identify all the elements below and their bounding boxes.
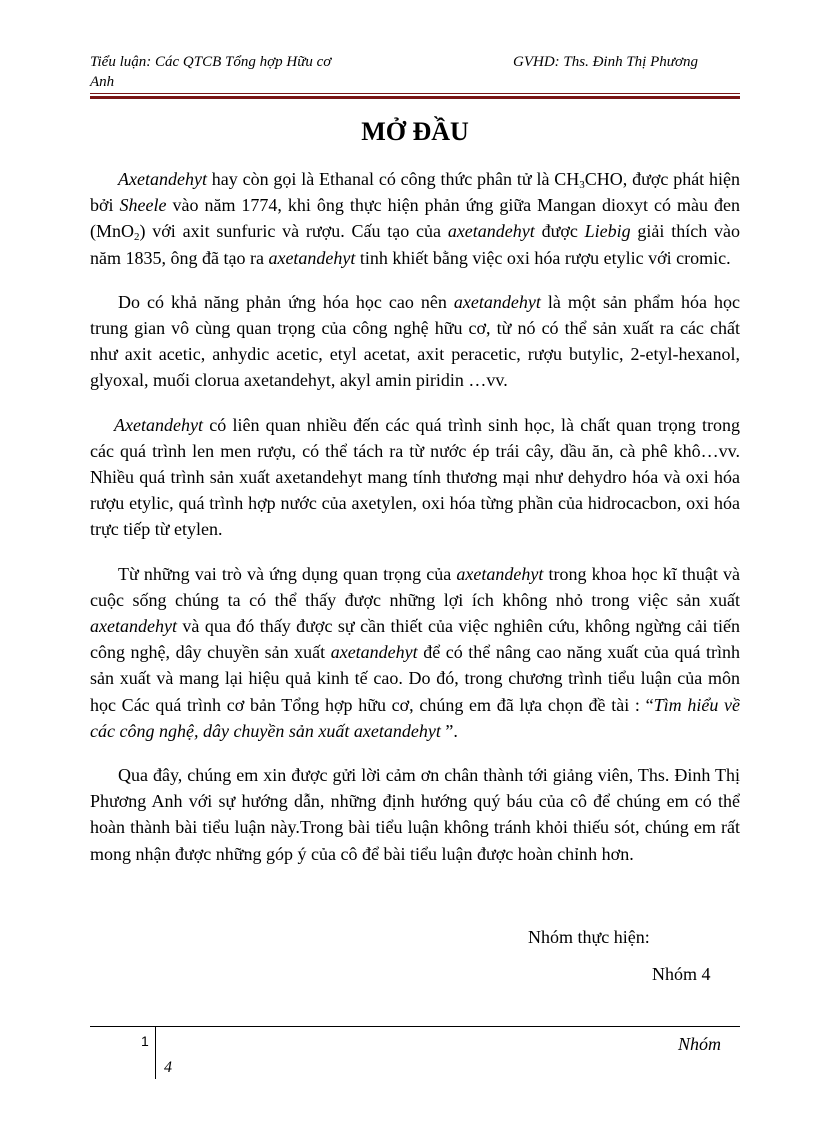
text-span: vào năm 1774, khi ông thực hiện phản ứng giữa Mangan dioxyt có màu đen (MnO [90,195,740,242]
term-axetandehyt: Axetandehyt [118,169,207,189]
term-axetandehyt: axetandehyt [453,291,541,312]
header-course-title: Tiểu luận: Các QTCB Tổng hợp Hữu cơ [90,54,332,70]
term-axetandehyt: axetandehyt [90,616,177,637]
signature-group: Nhóm 4 [652,964,711,984]
footer-divider [155,1027,156,1079]
paragraph-2 [90,289,740,394]
text-span: giải thích vào năm 1835, ông đã tạo ra [90,221,740,268]
subscript: 3 [579,179,585,191]
term-axetandehyt: axetandehyt [447,221,535,242]
text-span: hay còn gọi là Ethanal có công thức phân tử là CH [206,169,580,189]
name-sheele: Sheele [119,195,167,216]
document-body [90,166,740,885]
signature-label: Nhóm thực hiện: [528,927,650,947]
page-title: MỞ ĐẦU [361,117,469,146]
text-span: Do có khả năng phản ứng hóa học cao nên [118,291,454,312]
paragraph-1 [90,166,740,271]
paragraph-4 [90,561,740,744]
text-span: và qua đó thấy được sự cần thiết của việc nghiên cứu, không ngừng cải tiến công nghệ, dây chuyền sản xuất [90,616,740,663]
text-span: CHO, được phát hiện bởi [90,169,741,216]
footer-rule [90,1026,740,1027]
footer-group-word: Nhóm [678,1034,722,1054]
text-span: có liên quan nhiều đến các quá trình sinh học, là chất quan trọng trong các quá trình len men rượu, có thể tách ra từ nước ép trái cây, dầu ăn, cà phê khô…vv. Nhiều quá trình sản xuất axetandehyt mang tính thương mại như dehydro hóa và oxi hóa rượu etylic, quá trình hợp nước của axetylen, oxi hóa từng phần của hidrocacbon, oxi hóa trực tiếp từ etylen. [90,414,740,540]
name-liebig: Liebig [584,221,631,242]
term-axetandehyt: axetandehyt [456,563,544,584]
text-span: trong khoa học kĩ thuật và cuộc sống chúng ta có thể thấy được những lợi ích không nhỏ trong việc sản xuất [90,563,740,610]
text-span: để có thể nâng cao năng xuất của quá trình sản xuất và mang lại hiệu quả kinh tế cao. Do đó, trong chương trình tiểu luận của môn học Các quá trình cơ bản Tổng hợp hữu cơ, chúng em đã lựa chọn đề tài : “ [90,642,740,715]
text-span: Qua đây, chúng em xin được gửi lời cảm ơn chân thành tới giảng viên, Ths. Đinh Thị Phương Anh với sự hướng dẫn, những định hướng quý báu của cô để chúng em có thể hoàn thành bài tiểu luận này.Trong bài tiểu luận không tránh khỏi thiếu sót, chúng em rất mong nhận được những góp ý của cô để bài tiểu luận được hoàn chỉnh hơn. [90,765,740,864]
term-axetandehyt: axetandehyt [330,642,418,663]
footer-group-number: 4 [164,1059,172,1076]
term-axetandehyt: axetandehyt [268,247,356,268]
header-course-title-wrap: Anh [90,74,115,90]
header-instructor: GVHD: Ths. Đinh Thị Phương [513,54,698,70]
text-span: Từ những vai trò và ứng dụng quan trọng của [118,563,457,584]
text-span: tinh khiết bằng việc oxi hóa rượu etylic với cromic. [355,247,731,268]
term-axetandehyt: Axetandehyt [114,414,203,435]
text-span: được [534,221,585,242]
text-span: ) với axit sunfuric và rượu. Cấu tạo của [139,221,448,242]
header-rule-thin [90,93,740,94]
text-span: là một sản phẩm hóa học trung gian vô cùng quan trọng của công nghệ hữu cơ, từ nó có thể sản xuất ra các chất như axit acetic, anhydic acetic, etyl acetat, axit peracetic, rượu butylic, 2-etyl-hexanol, glyoxal, muối clorua axetandehyt, akyl amin piridin …vv. [90,291,740,391]
text-span: ”. [440,720,458,741]
paragraph-5 [90,762,740,867]
topic-title: Tìm hiểu về các công nghệ, dây chuyền sản xuất axetandehyt [90,694,740,741]
paragraph-3 [90,412,740,543]
subscript: 2 [134,231,140,244]
header-rule-thick [90,96,740,99]
header-left [90,52,390,92]
page-number: 1 [141,1033,149,1049]
